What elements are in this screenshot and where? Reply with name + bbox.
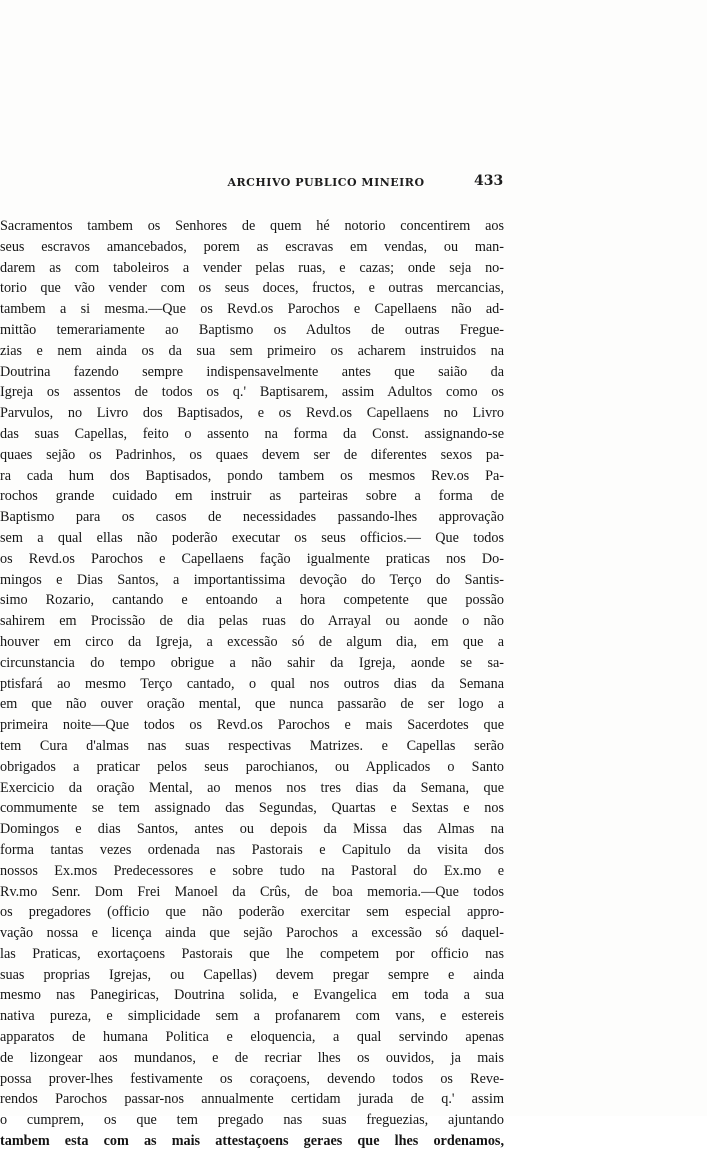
text-line: tambem a si mesma.—Que os Revd.os Parochos e Capellaens não ad-	[0, 301, 504, 318]
text-line: circunstancia do tempo obrigue a não sahir da Igreja, aonde se sa-	[0, 654, 504, 671]
text-line: simo Rozario, cantando e entoando a hora competente que possão	[0, 592, 504, 609]
page-number: 433	[474, 173, 504, 189]
text-line: tem Cura d'almas nas suas respectivas Matrizes. e Capellas serão	[0, 737, 504, 754]
text-line: mingos e Dias Santos, a importantissima devoção do Terço do Santis-	[0, 571, 504, 588]
text-line: rendos Parochos passar-nos annualmente certidam jurada de q.' assim	[0, 1091, 504, 1108]
text-line: las Praticas, exortaçoens Pastorais que lhe competem por officio nas	[0, 945, 504, 962]
text-line: mittão temerariamente ao Baptismo os Adultos de outras Fregue-	[0, 321, 504, 338]
text-line: das suas Capellas, feito o assento na forma da Const. assignando-se	[0, 425, 504, 442]
text-line: possa prover-lhes festivamente os coraçoens, devendo todos os Reve-	[0, 1070, 504, 1087]
running-head: ARCHIVO PUBLICO MINEIRO	[227, 176, 425, 189]
text-line: Sacramentos tambem os Senhores de quem hé notorio concentirem aos	[0, 218, 504, 234]
text-line: apparatos de humana Politica e eloquencia, a qual servindo apenas	[0, 1029, 504, 1046]
text-line: o cumprem, os que tem pregado nas suas freguezias, ajuntando	[0, 1112, 504, 1129]
text-line: darem as com taboleiros a vender pelas ruas, e cazas; onde seja no-	[0, 259, 504, 276]
text-line: Domingos e dias Santos, antes ou depois da Missa das Almas na	[0, 821, 504, 838]
text-line: os pregadores (officio que não poderão exercitar sem especial appro-	[0, 904, 504, 921]
text-line: Igreja os assentos de todos os q.' Baptisarem, assim Adultos como os	[0, 384, 504, 401]
text-line: forma tantas vezes ordenada nas Pastorais e Capitulo da visita dos	[0, 841, 504, 858]
text-line: sahirem em Procissão de dia pelas ruas do Arrayal ou aonde o não	[0, 613, 504, 630]
text-line: primeira noite—Que todos os Revd.os Parochos e mais Sacerdotes que	[0, 717, 504, 734]
body-text	[0, 216, 504, 1152]
text-line: Baptismo para os casos de necessidades passando-lhes approvação	[0, 509, 504, 526]
text-line: obrigados a praticar pelos seus parochianos, ou Applicados o Santo	[0, 758, 504, 775]
text-line: nativa pureza, e simplicidade sem a profanarem com vans, e estereis	[0, 1008, 504, 1025]
text-line: Parvulos, no Livro dos Baptisados, e os Revd.os Capellaens no Livro	[0, 405, 504, 422]
text-line: mesmo nas Panegiricas, Doutrina solida, e Evangelica em toda a sua	[0, 987, 504, 1004]
text-line: houver em circo da Igreja, a excessão só de algum dia, em que a	[0, 633, 504, 650]
text-line: sem a qual ellas não poderão executar os seus officios.— Que todos	[0, 529, 504, 546]
text-line: ra cada hum dos Baptisados, pondo tambem os mesmos Rev.os Pa-	[0, 467, 504, 484]
text-line: nossos Ex.mos Predecessores e sobre tudo na Pastoral do Ex.mo e	[0, 862, 504, 879]
text-line: rochos grande cuidado em instruir as parteiras sobre a forma de	[0, 488, 504, 505]
text-line: Rv.mo Senr. Dom Frei Manoel da Crûs, de boa memoria.—Que todos	[0, 883, 504, 900]
text-line: seus escravos amancebados, porem as escravas em vendas, ou man-	[0, 238, 504, 255]
text-line: torio que vão vender com os seus doces, fructos, e outras mercancias,	[0, 280, 504, 297]
text-line: zias e nem ainda os da sua sem primeiro os acharem instruidos na	[0, 342, 504, 359]
text-line: em que não ouver oração mental, que nunca passarão de ser logo a	[0, 696, 504, 713]
text-line: tambem esta com as mais attestaçoens geraes que lhes ordenamos,	[0, 1133, 504, 1150]
text-line: quaes sejão os Padrinhos, os quaes devem ser de diferentes sexos pa-	[0, 446, 504, 463]
text-line: de lizongear aos mundanos, e de recriar lhes os ouvidos, ja mais	[0, 1049, 504, 1066]
text-line: suas proprias Igrejas, ou Capellas) devem pregar sempre e ainda	[0, 966, 504, 983]
text-line: Exercicio da oração Mental, ao menos nos tres dias da Semana, que	[0, 779, 504, 796]
text-line: Doutrina fazendo sempre indispensavelmente antes que saião da	[0, 363, 504, 380]
text-line: vação nossa e licença ainda que sejão Parochos a excessão só daquel-	[0, 925, 504, 942]
text-line: commumente se tem assignado das Segundas, Quartas e Sextas e nos	[0, 800, 504, 817]
text-line: ptisfará ao mesmo Terço cantado, o qual nos outros dias da Semana	[0, 675, 504, 692]
text-line: os Revd.os Parochos e Capellaens façãо igualmente praticas nos Do-	[0, 550, 504, 567]
